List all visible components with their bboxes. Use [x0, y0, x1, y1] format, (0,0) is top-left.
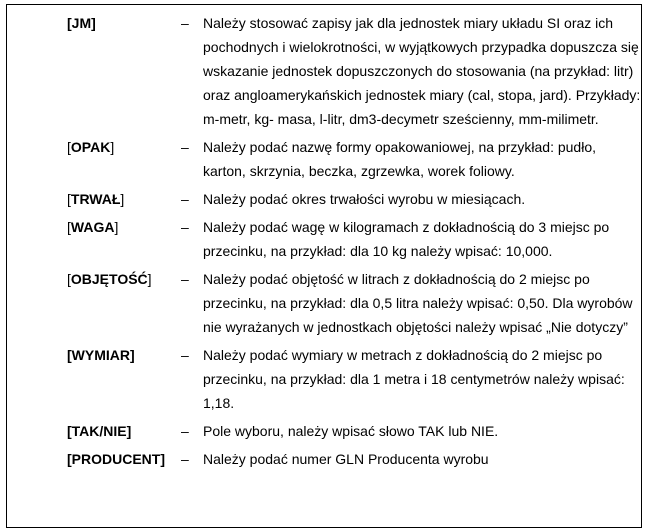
definition-dash: –	[181, 191, 189, 207]
definition-dash: –	[181, 139, 189, 155]
definition-dash: –	[181, 347, 189, 363]
definition-term	[67, 343, 181, 367]
definition-dash: –	[181, 271, 189, 287]
definition-term	[67, 267, 181, 291]
term-name: WAGA	[70, 219, 115, 235]
definition-dash: –	[181, 219, 189, 235]
term-close-bracket: ]	[114, 219, 119, 235]
definition-description: Należy podać numer GLN Producenta wyrobu	[203, 451, 489, 467]
term-close-bracket: ]	[110, 139, 115, 155]
definition-description: Należy stosować zapisy jak dla jednostek miary układu SI oraz ich pochodnych i wielokrotności, w wyjątkowych przypadka dopuszcza się wskazanie jednostek dopuszczonych do stosowania (na przykład: litr) oraz angloamerykańskich jednostek miary (cal, stopa, jard). Przykłady: m-metr, kg- masa, l-litr, dm3-decymetr sześcienny, mm-milimetr.	[203, 15, 641, 127]
definition-description: Należy podać wymiary w metrach z dokładnością do 2 miejsc po przecinku, na przykład: dla 1 metra i 18 centymetrów należy wpisać: 1,18.	[203, 347, 625, 411]
term-name: OBJĘTOŚĆ	[70, 271, 148, 287]
term-open-bracket: [	[67, 191, 71, 207]
definition-row-objetosc	[67, 267, 647, 339]
term-name: JM	[71, 15, 92, 31]
definition-description: Należy podać okres trwałości wyrobu w miesiącach.	[203, 191, 526, 207]
definition-dash: –	[181, 451, 189, 467]
term-close-bracket: ]	[147, 271, 152, 287]
term-name: TAK/NIE	[71, 423, 127, 439]
definition-description: Pole wyboru, należy wpisać słowo TAK lub NIE.	[203, 423, 499, 439]
definition-description: Należy podać wagę w kilogramach z dokładnością do 3 miejsc po przecinku, na przykład: dla 10 kg należy wpisać: 10,000.	[203, 219, 610, 259]
definitions-list	[67, 11, 647, 475]
definition-row-taknie	[67, 419, 647, 443]
definition-term	[67, 447, 181, 471]
term-open-bracket: [	[67, 139, 71, 155]
term-open-bracket: [	[67, 347, 72, 363]
term-close-bracket: ]	[160, 451, 166, 467]
term-name: OPAK	[70, 139, 111, 155]
definition-dash: –	[181, 15, 189, 31]
definition-term	[67, 11, 181, 35]
definition-term	[67, 419, 181, 443]
term-open-bracket: [	[67, 271, 71, 287]
term-close-bracket: ]	[130, 347, 135, 363]
definition-row-jm	[67, 11, 647, 131]
term-open-bracket: [	[67, 15, 72, 31]
term-name: WYMIAR	[71, 347, 130, 363]
term-name: PRODUCENT	[71, 451, 161, 467]
term-close-bracket: ]	[120, 191, 125, 207]
term-close-bracket: ]	[126, 423, 132, 439]
term-open-bracket: [	[67, 423, 72, 439]
definition-description: Należy podać nazwę formy opakowaniowej, na przykład: pudło, karton, skrzynia, beczka, zgrzewka, worek foliowy.	[203, 139, 596, 179]
definitions-frame	[6, 4, 642, 528]
definition-row-wymiar	[67, 343, 647, 415]
definition-dash: –	[181, 423, 189, 439]
definition-row-waga	[67, 215, 647, 263]
definition-term	[67, 215, 181, 239]
term-open-bracket: [	[67, 451, 72, 467]
term-close-bracket: ]	[91, 15, 96, 31]
definition-row-trwal	[67, 187, 647, 211]
definition-description: Należy podać objętość w litrach z dokładnością do 2 miejsc po przecinku, na przykład: dla 0,5 litra należy wpisać: 0,50. Dla wyrobów nie wyrażanych w jednostkach objętości należy wpisać „Nie dotyczy”	[203, 271, 633, 335]
term-name: TRWAŁ	[70, 191, 121, 207]
definition-term	[67, 135, 181, 159]
definition-term	[67, 187, 181, 211]
term-open-bracket: [	[67, 219, 71, 235]
definition-row-producent	[67, 447, 647, 471]
definition-row-opak	[67, 135, 647, 183]
